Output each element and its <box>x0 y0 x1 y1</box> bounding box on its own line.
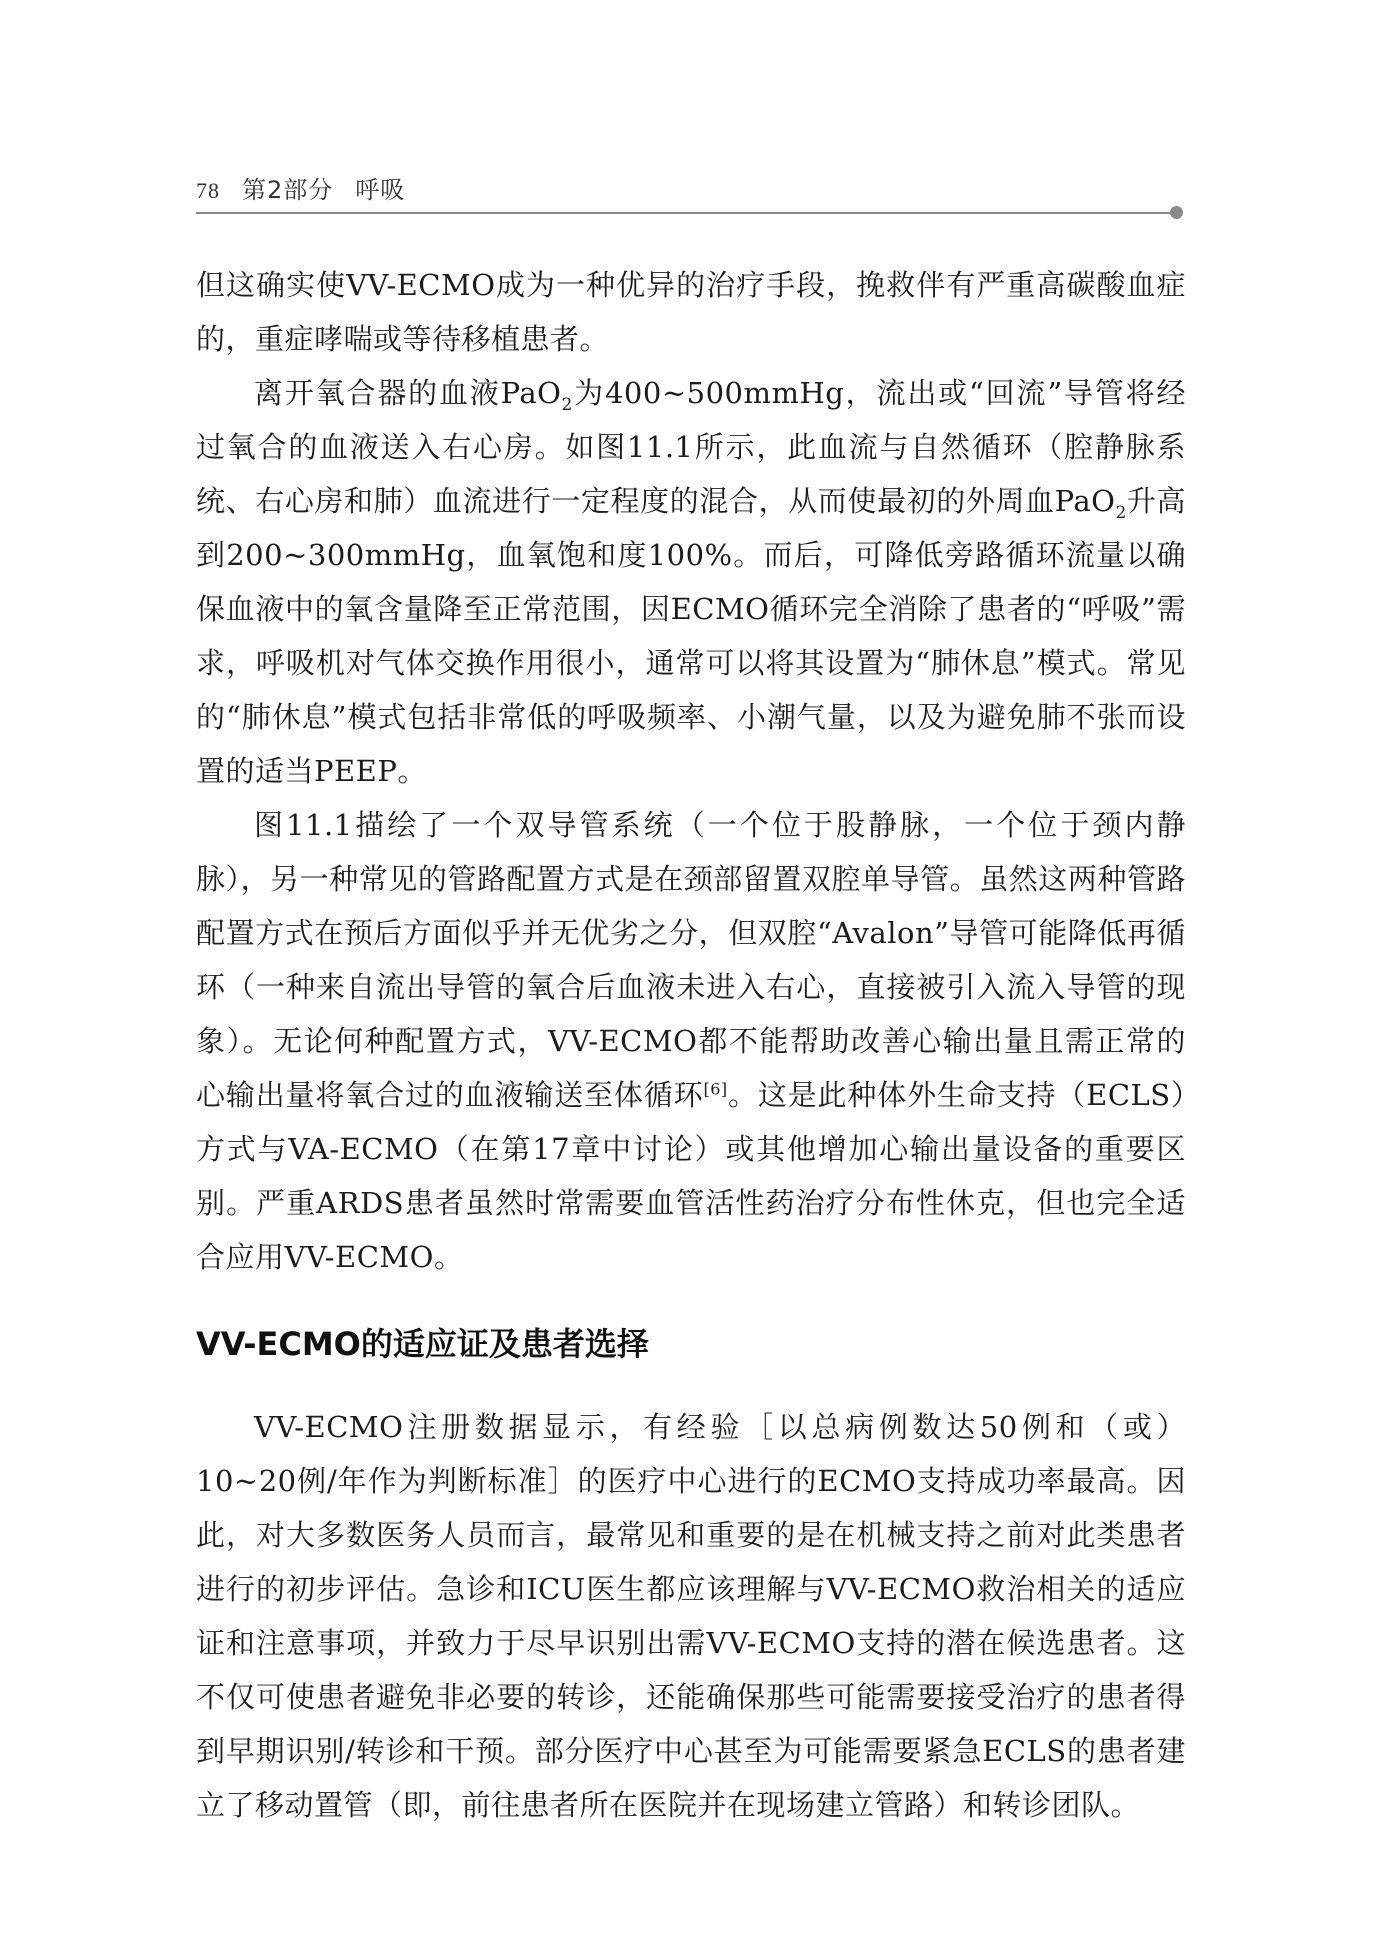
section-label: 呼吸 <box>355 176 406 204</box>
page-number: 78 <box>196 178 220 203</box>
paragraph-oxygenator <box>196 366 1186 798</box>
p2-text-b: 为400~500mmHg，流出或“回流”导管将经过氧合的血液送入右心房。如图11.1所示，此血流与自然循环（腔静脉系统、右心房和肺）血流进行一定程度的混合，从而使最初的外周血PaO <box>196 376 1186 518</box>
p2-text-a: 离开氧合器的血液PaO <box>254 376 562 410</box>
header-rule <box>196 212 1176 214</box>
p2-subscript-1: 2 <box>561 394 573 415</box>
p3-text-a: 图11.1描绘了一个双导管系统（一个位于股静脉，一个位于颈内静脉），另一种常见的管路配置方式是在颈部留置双腔单导管。虽然这两种管路配置方式在预后方面似乎并无优劣之分，但双腔“Avalon”导管可能降低再循环（一种来自流出导管的氧合后血液未进入右心，直接被引入流入导管的现象）。无论何种配置方式，VV-ECMO都不能帮助改善心输出量且需正常的心输出量将氧合过的血液输送至体循环 <box>196 808 1186 1112</box>
citation-ref: [6] <box>703 1079 728 1099</box>
paragraph-cannula-config <box>196 798 1186 1284</box>
page-body <box>196 258 1186 1832</box>
part-label: 第2部分 <box>242 176 334 204</box>
section-heading: VV-ECMO的适应证及患者选择 <box>196 1325 649 1363</box>
header-rule-dot <box>1170 206 1183 219</box>
paragraph-registry: VV-ECMO注册数据显示，有经验［以总病例数达50例和（或）10~20例/年作为判断标准］的医疗中心进行的ECMO支持成功率最高。因此，对大多数医务人员而言，最常见和重要的是在机械支持之前对此类患者进行的初步评估。急诊和ICU医生都应该理解与VV-ECMO救治相关的适应证和注意事项，并致力于尽早识别出需VV-ECMO支持的潜在候选患者。这不仅可使患者避免非必要的转诊，还能确保那些可能需要接受治疗的患者得到早期识别/转诊和干预。部分医疗中心甚至为可能需要紧急ECLS的患者建立了移动置管（即，前往患者所在医院并在现场建立管路）和转诊团队。 <box>196 1410 1186 1822</box>
running-header <box>196 170 405 205</box>
p2-text-c: 升高到200~300mmHg，血氧饱和度100%。而后，可降低旁路循环流量以确保血液中的氧含量降至正常范围，因ECMO循环完全消除了患者的“呼吸”需求，呼吸机对气体交换作用很小，通常可以将其设置为“肺休息”模式。常见的“肺休息”模式包括非常低的呼吸频率、小潮气量，以及为避免肺不张而设置的适当PEEP。 <box>196 484 1186 788</box>
p2-subscript-2: 2 <box>1115 502 1127 523</box>
p3-text-b: 。这是此种体外生命支持（ECLS）方式与VA-ECMO（在第17章中讨论）或其他增加心输出量设备的重要区别。严重ARDS患者虽然时常需要血管活性药治疗分布性休克，但也完全适合应用VV-ECMO。 <box>196 1078 1186 1274</box>
paragraph-continued: 但这确实使VV-ECMO成为一种优异的治疗手段，挽救伴有严重高碳酸血症的，重症哮喘或等待移植患者。 <box>196 268 1186 356</box>
